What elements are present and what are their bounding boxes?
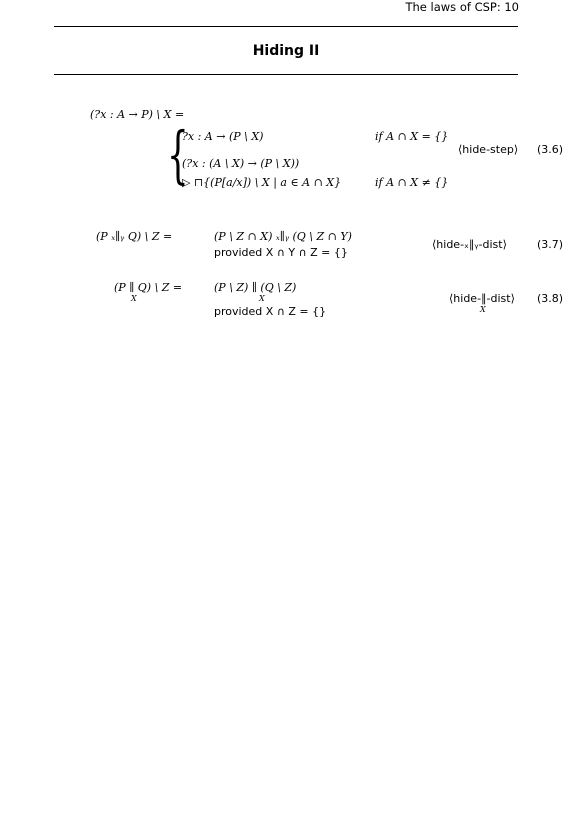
section-title: Hiding II (252, 43, 320, 59)
law-rhs: (P \ Z) ∥ (Q \ Z) (214, 281, 297, 294)
case2-expression-line1: (?x : (A \ X) → (P \ X)) (182, 157, 300, 170)
equation-number: (3.8) (537, 292, 564, 305)
case-brace: { (167, 118, 189, 191)
lhs-subscript: X (131, 294, 137, 303)
law-name: ⟨hide-step⟩ (458, 143, 519, 156)
law-lhs: (?x : A → P) \ X = (90, 108, 185, 121)
law-name: ⟨hide-ₓ∥ᵧ-dist⟩ (432, 238, 507, 251)
equation-number: (3.6) (537, 143, 564, 156)
rhs-subscript: X (259, 294, 265, 303)
case1-condition: if A ∩ X = {} (375, 130, 449, 143)
law-lhs: (P ∥ Q) \ Z = (114, 281, 183, 294)
top-rule (54, 26, 518, 27)
running-head: The laws of CSP: 10 (405, 0, 519, 14)
case2-condition: if A ∩ X ≠ {} (375, 176, 449, 189)
title-rule (54, 74, 518, 75)
law-proviso: provided X ∩ Z = {} (214, 305, 327, 318)
case2-expression-line2: ▷ ⊓{(P[a/x]) \ X | a ∈ A ∩ X} (182, 176, 342, 189)
law-name: ⟨hide-∥-dist⟩ (449, 292, 515, 305)
law-proviso: provided X ∩ Y ∩ Z = {} (214, 246, 348, 259)
law-rhs: (P \ Z ∩ X) ₓ∥ᵧ (Q \ Z ∩ Y) (214, 230, 352, 243)
case1-expression: ?x : A → (P \ X) (182, 130, 264, 143)
law-name-subscript: X (480, 305, 486, 314)
equation-number: (3.7) (537, 238, 564, 251)
law-lhs: (P ₓ∥ᵧ Q) \ Z = (96, 230, 173, 243)
